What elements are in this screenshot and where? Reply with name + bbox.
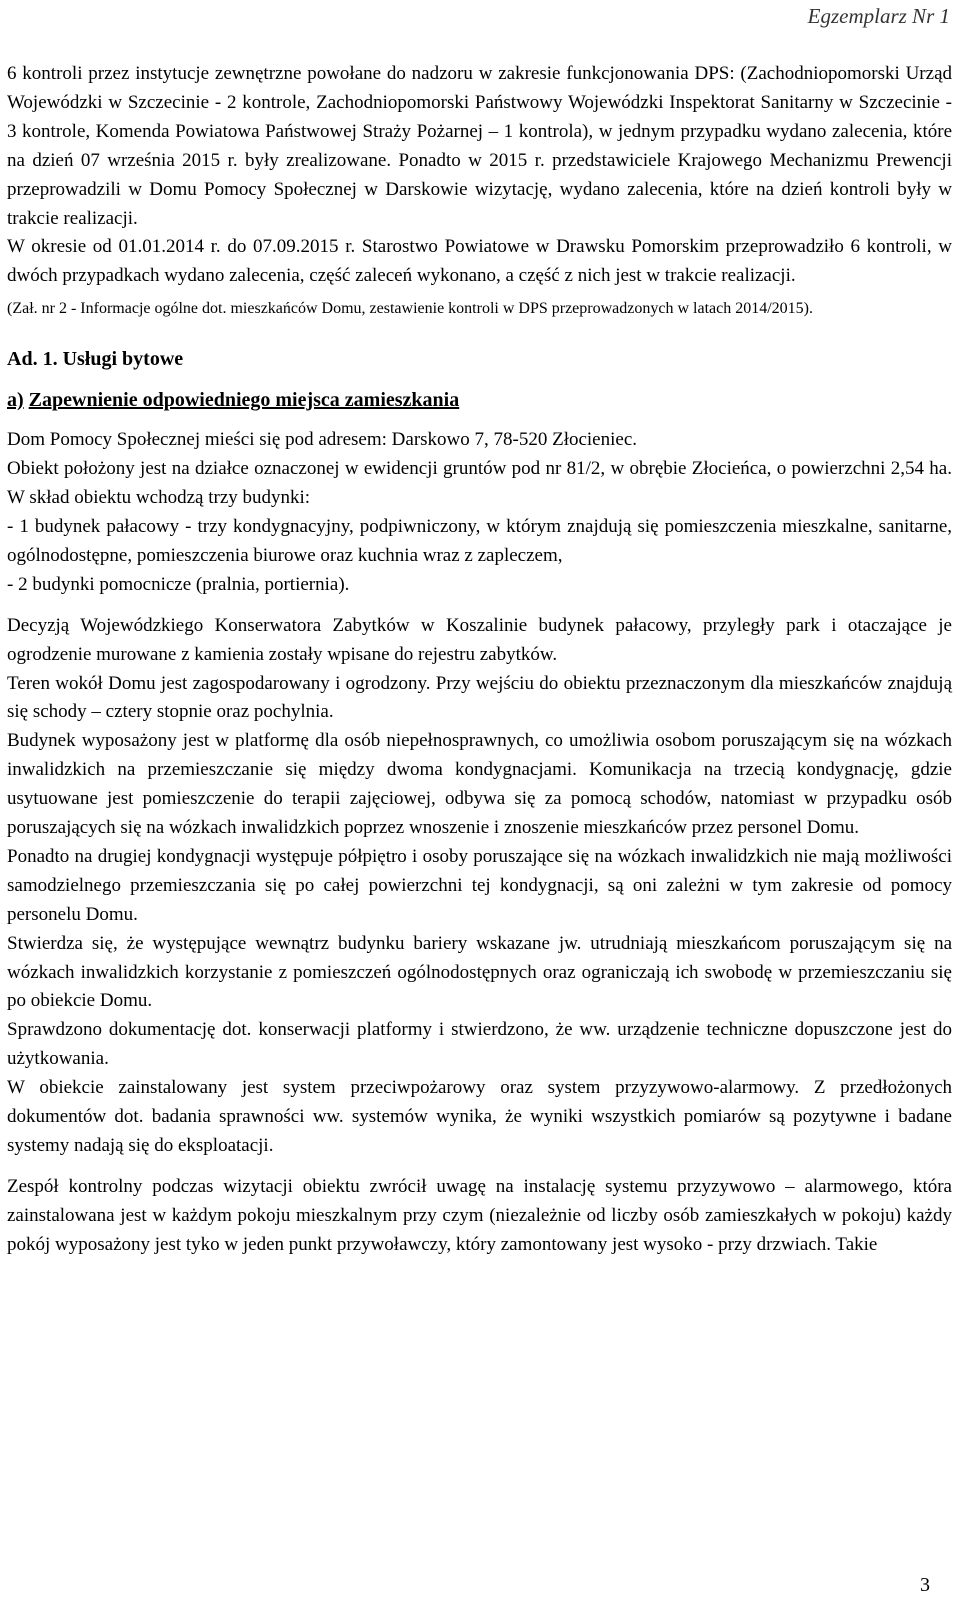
subsection-prefix: a)	[7, 389, 24, 412]
attachment-note: (Zał. nr 2 - Informacje ogólne dot. mieszkańców Domu, zestawienie kontroli w DPS przeprowadzonych w latach 2014/2015).	[7, 300, 813, 318]
subsection-title: Zapewnienie odpowiedniego miejsca zamieszkania	[28, 389, 460, 412]
paragraph-decision: Decyzją Wojewódzkiego Konserwatora Zabytków w Koszalinie budynek pałacowy, przyległy park i otaczające je ogrodzenie murowane z kamienia zostały wpisane do rejestru zabytków.	[7, 614, 952, 665]
address-line: Dom Pomocy Społecznej mieści się pod adresem: Darskowo 7, 78-520 Złocieniec.	[7, 429, 638, 451]
paragraph-documentation: Sprawdzono dokumentację dot. konserwacji platformy i stwierdzono, że ww. urządzenie techniczne dopuszczone jest do użytkowania.	[7, 1019, 952, 1070]
paragraph-terrain: Teren wokół Domu jest zagospodarowany i ogrodzony. Przy wejściu do obiektu przeznaczonym dla mieszkańców znajdują się schody – cztery stopnie oraz pochylnia.	[7, 672, 952, 723]
bullet-aux: - 2 budynki pomocnicze (pralnia, portiernia).	[7, 573, 350, 595]
paragraph-fire-system: W obiekcie zainstalowany jest system przeciwpożarowy oraz system przyzywowo-alarmowy. Z przedłożonych dokumentów dot. badania sprawności ww. systemów wynika, że wyniki wszystkich pomiarów są pozytywne i badane systemy nadają się do eksploatacji.	[7, 1077, 952, 1156]
bullet-palace: - 1 budynek pałacowy - trzy kondygnacyjny, podpiwniczony, w którym znajdują się pomieszczenia mieszkalne, sanitarne, ogólnodostępne, pomieszczenia biurowe oraz kuchnia wraz z zapleczem,	[7, 515, 952, 566]
paragraph-platform: Budynek wyposażony jest w platformę dla osób niepełnosprawnych, co umożliwia osobom poruszającym się na wózkach inwalidzkich na przemieszczanie się między dwoma kondygnacjami. Komunikacja na trzecią kondygnację, gdzie usytuowane jest pomieszczenie do terapii zajęciowej, odbywa się za pomocą schodów, natomiast w przypadku osób poruszających się na wózkach inwalidzkich poprzez wnoszenie i znoszenie mieszkańców przez personel Domu.	[7, 730, 952, 839]
copy-label: Egzemplarz Nr 1	[807, 4, 950, 28]
page-number: 3	[920, 1574, 930, 1596]
paragraph-controls: 6 kontroli przez instytucje zewnętrzne powołane do nadzoru w zakresie funkcjonowania DPS: (Zachodniopomorski Urząd Wojewódzki w Szczecinie - 2 kontrole, Zachodniopomorski Państwowy Wojewódzki Inspektorat Sanitarny w Szczecinie - 3 kontrole, Komenda Powiatowa Państwowej Straży Pożarnej – 1 kontrola), w jednym przypadku wydano zalecenia, które na dzień 07 września 2015 r. były zrealizowane. Ponadto w 2015 r. przedstawiciele Krajowego Mechanizmu Prewencji przeprowadzili w Domu Pomocy Społecznej w Darskowie wizytację, wydano zalecenia, które na dzień kontroli były w trakcie realizacji.	[7, 63, 952, 229]
subsection-heading-a	[7, 386, 952, 414]
paragraph-period: W okresie od 01.01.2014 r. do 07.09.2015 r. Starostwo Powiatowe w Drawsku Pomorskim przeprowadziło 6 kontroli, w dwóch przypadkach wydano zalecenia, część zaleceń wykonano, a część z nich jest w trakcie realizacji.	[7, 236, 952, 287]
section-heading-ad1: Ad. 1. Usługi bytowe	[7, 348, 184, 371]
paragraph-plot: Obiekt położony jest na działce oznaczonej w ewidencji gruntów pod nr 81/2, w obrębie Złocieńca, o powierzchni 2,54 ha. W skład obiektu wchodzą trzy budynki:	[7, 458, 952, 509]
paragraph-barriers: Stwierdza się, że występujące wewnątrz budynku bariery wskazane jw. utrudniają mieszkańcom poruszającym się na wózkach inwalidzkich korzystanie z pomieszczeń ogólnodostępnych oraz ograniczają ich swobodę w przemieszczaniu się po obiekcie Domu.	[7, 932, 952, 1012]
document-body	[7, 60, 952, 1260]
paragraph-team: Zespół kontrolny podczas wizytacji obiektu zwrócił uwagę na instalację systemu przyzywowo – alarmowego, która zainstalowana jest w każdym pokoju mieszkalnym przy czym (niezależnie od liczby osób zamieszkałych w pokoju) każdy pokój wyposażony jest tyko w jeden punkt przywoławczy, który zamontowany jest wysoko - przy drzwiach. Takie	[7, 1175, 952, 1255]
paragraph-mezzanine: Ponadto na drugiej kondygnacji występuje półpiętro i osoby poruszające się na wózkach inwalidzkich nie mają możliwości samodzielnego przemieszczania się po całej powierzchni tej kondygnacji, są oni zależni w tym zakresie od pomocy personelu Domu.	[7, 845, 952, 925]
